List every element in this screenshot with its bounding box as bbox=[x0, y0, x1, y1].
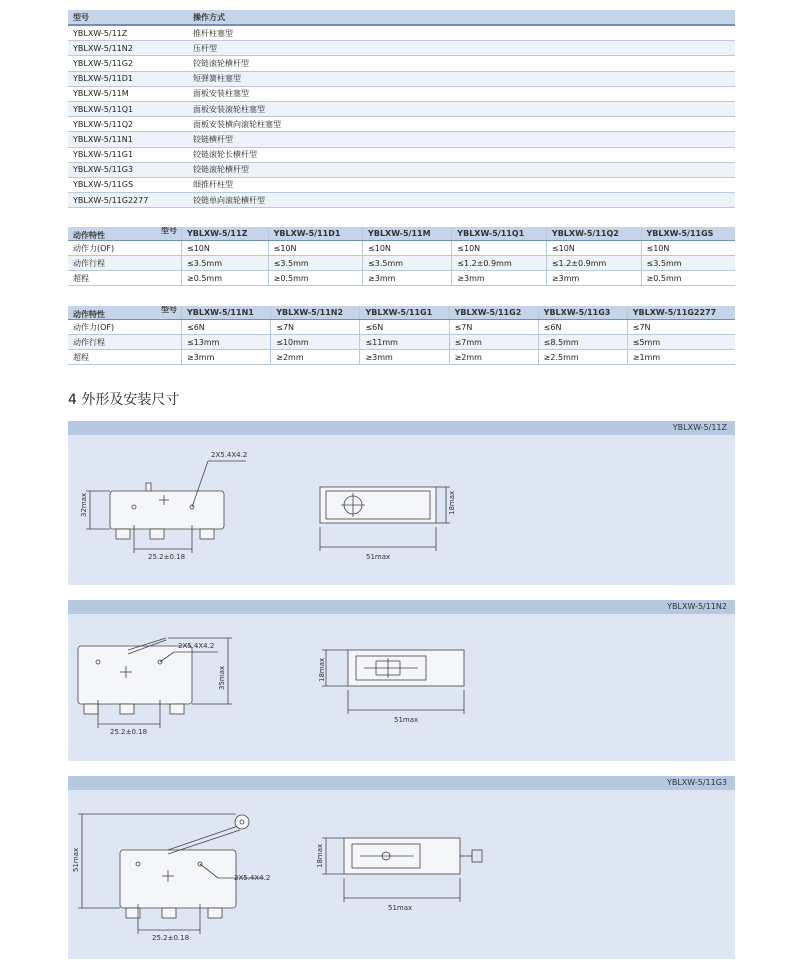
corner-bottom-label: 动作特性 bbox=[73, 310, 105, 319]
table-cell: YBLXW-5/11M bbox=[68, 86, 188, 101]
length-dimension: 51max bbox=[366, 553, 391, 561]
table-cell: 短弹簧柱塞型 bbox=[188, 71, 735, 86]
row-label: 动作力(OF) bbox=[68, 241, 182, 256]
drawing-model-label: YBLXW-5/11Z bbox=[68, 421, 735, 435]
hole-dimension: 2X5.4X4.2 bbox=[178, 642, 215, 650]
table-cell: YBLXW-5/11Q1 bbox=[68, 101, 188, 116]
hole-dimension: 2X5.4X4.2 bbox=[234, 874, 271, 882]
dimension-drawing-11n2 bbox=[68, 614, 735, 761]
table-cell: YBLXW-5/11G2277 bbox=[68, 193, 188, 208]
table-cell: ≤5mm bbox=[627, 335, 735, 350]
table-header bbox=[68, 10, 735, 25]
corner-cell bbox=[68, 227, 182, 241]
table-cell: ≤6N bbox=[538, 320, 627, 335]
table-cell: ≤3.5mm bbox=[363, 256, 452, 271]
table-cell: ≤6N bbox=[182, 320, 271, 335]
height-dimension: 32max bbox=[80, 492, 88, 517]
table-header bbox=[68, 227, 735, 241]
table-cell: ≥0.5mm bbox=[268, 271, 362, 286]
table-cell: ≤10N bbox=[268, 241, 362, 256]
width-dimension: 18max bbox=[318, 657, 326, 682]
corner-top-label: 型号 bbox=[161, 227, 177, 235]
drawing-panel-11n2 bbox=[68, 600, 735, 761]
height-dimension: 35max bbox=[218, 665, 226, 690]
corner-cell bbox=[68, 306, 182, 320]
table-row bbox=[68, 117, 735, 132]
model-header: YBLXW-5/11N1 bbox=[182, 306, 271, 320]
table-row bbox=[68, 25, 735, 41]
table-cell: ≤10N bbox=[641, 241, 735, 256]
table-cell: ≤1.2±0.9mm bbox=[452, 256, 547, 271]
table-cell: ≤1.2±0.9mm bbox=[546, 256, 641, 271]
table-row bbox=[68, 241, 735, 256]
table-cell: 压杆型 bbox=[188, 41, 735, 56]
table-cell: ≤3.5mm bbox=[182, 256, 269, 271]
table-cell: 推杆柱塞型 bbox=[188, 25, 735, 41]
table-row bbox=[68, 256, 735, 271]
table-cell: 细推杆柱型 bbox=[188, 177, 735, 192]
model-header: YBLXW-5/11GS bbox=[641, 227, 735, 241]
table-row bbox=[68, 71, 735, 86]
table-cell: 面板安装柱塞型 bbox=[188, 86, 735, 101]
table-cell: ≤7mm bbox=[449, 335, 538, 350]
table-cell: ≥2.5mm bbox=[538, 350, 627, 365]
models-table bbox=[68, 10, 735, 208]
table-cell: ≥3mm bbox=[182, 350, 271, 365]
drawing-panel-11g3 bbox=[68, 776, 735, 959]
table-row bbox=[68, 41, 735, 56]
table-row bbox=[68, 335, 735, 350]
table-row bbox=[68, 147, 735, 162]
table-row bbox=[68, 101, 735, 116]
column-header: 操作方式 bbox=[188, 10, 735, 25]
length-dimension: 51max bbox=[388, 904, 413, 912]
table-cell: YBLXW-5/11G2 bbox=[68, 56, 188, 71]
table-cell: ≥3mm bbox=[546, 271, 641, 286]
table-cell: YBLXW-5/11Q2 bbox=[68, 117, 188, 132]
corner-top-label: 型号 bbox=[161, 306, 177, 314]
table-cell: ≤10N bbox=[546, 241, 641, 256]
table-cell: 铰链滚轮横杆型 bbox=[188, 162, 735, 177]
column-header: 型号 bbox=[68, 10, 188, 25]
table-cell: ≥2mm bbox=[449, 350, 538, 365]
table-cell: YBLXW-5/11Z bbox=[68, 25, 188, 41]
table-cell: ≤13mm bbox=[182, 335, 271, 350]
model-header: YBLXW-5/11G3 bbox=[538, 306, 627, 320]
row-label: 超程 bbox=[68, 271, 182, 286]
table-cell: YBLXW-5/11N2 bbox=[68, 41, 188, 56]
model-header: YBLXW-5/11M bbox=[363, 227, 452, 241]
section-title: 4 外形及安装尺寸 bbox=[68, 392, 180, 408]
row-label: 超程 bbox=[68, 350, 182, 365]
table-cell: 面板安装滚轮柱塞型 bbox=[188, 101, 735, 116]
table-cell: YBLXW-5/11G3 bbox=[68, 162, 188, 177]
model-header: YBLXW-5/11G1 bbox=[360, 306, 449, 320]
model-header: YBLXW-5/11Q1 bbox=[452, 227, 547, 241]
corner-bottom-label: 动作特性 bbox=[73, 231, 105, 240]
drawing-panel-11z bbox=[68, 421, 735, 585]
table-cell: ≥0.5mm bbox=[182, 271, 269, 286]
table-cell: ≤10N bbox=[452, 241, 547, 256]
table-row bbox=[68, 350, 735, 365]
table-row bbox=[68, 177, 735, 192]
table-cell: ≥1mm bbox=[627, 350, 735, 365]
pitch-dimension: 25.2±0.18 bbox=[110, 728, 148, 736]
pitch-dimension: 25.2±0.18 bbox=[148, 553, 186, 561]
drawing-model-label: YBLXW-5/11N2 bbox=[68, 600, 735, 614]
table-cell: ≤11mm bbox=[360, 335, 449, 350]
table-cell: YBLXW-5/11G1 bbox=[68, 147, 188, 162]
hole-dimension: 2X5.4X4.2 bbox=[211, 451, 248, 459]
table-cell: ≥0.5mm bbox=[641, 271, 735, 286]
row-label: 动作行程 bbox=[68, 256, 182, 271]
table-row bbox=[68, 86, 735, 101]
table-cell: YBLXW-5/11D1 bbox=[68, 71, 188, 86]
height-dimension: 51max bbox=[72, 847, 80, 872]
table-cell: ≥3mm bbox=[363, 271, 452, 286]
table-row bbox=[68, 193, 735, 208]
model-header: YBLXW-5/11Q2 bbox=[546, 227, 641, 241]
table-row bbox=[68, 132, 735, 147]
row-label: 动作行程 bbox=[68, 335, 182, 350]
table-cell: ≥2mm bbox=[271, 350, 360, 365]
table-cell: YBLXW-5/11N1 bbox=[68, 132, 188, 147]
dimension-drawing-11g3 bbox=[68, 790, 735, 959]
table-cell: ≤3.5mm bbox=[641, 256, 735, 271]
table-cell: ≤8.5mm bbox=[538, 335, 627, 350]
model-header: YBLXW-5/11Z bbox=[182, 227, 269, 241]
table-cell: ≤7N bbox=[271, 320, 360, 335]
table-cell: ≥3mm bbox=[452, 271, 547, 286]
table-cell: ≤10N bbox=[363, 241, 452, 256]
model-header: YBLXW-5/11D1 bbox=[268, 227, 362, 241]
table-cell: 铰链滚轮长横杆型 bbox=[188, 147, 735, 162]
model-header: YBLXW-5/11G2 bbox=[449, 306, 538, 320]
table-header bbox=[68, 306, 735, 320]
table-cell: ≤7N bbox=[627, 320, 735, 335]
table-row bbox=[68, 271, 735, 286]
spec-table-2 bbox=[68, 306, 735, 365]
model-header: YBLXW-5/11N2 bbox=[271, 306, 360, 320]
row-label: 动作力(OF) bbox=[68, 320, 182, 335]
table-cell: 铰链横杆型 bbox=[188, 132, 735, 147]
length-dimension: 51max bbox=[394, 716, 419, 724]
drawing-model-label: YBLXW-5/11G3 bbox=[68, 776, 735, 790]
dimension-drawing-11z bbox=[68, 435, 735, 585]
table-row bbox=[68, 162, 735, 177]
width-dimension: 18max bbox=[448, 490, 456, 515]
table-cell: 面板安装横向滚轮柱塞型 bbox=[188, 117, 735, 132]
table-row bbox=[68, 56, 735, 71]
table-cell: ≤10N bbox=[182, 241, 269, 256]
table-cell: ≥3mm bbox=[360, 350, 449, 365]
table-cell: ≤3.5mm bbox=[268, 256, 362, 271]
table-cell: 铰链滚轮横杆型 bbox=[188, 56, 735, 71]
spec-table-1 bbox=[68, 227, 735, 286]
pitch-dimension: 25.2±0.18 bbox=[152, 934, 190, 942]
table-cell: ≤6N bbox=[360, 320, 449, 335]
table-cell: 铰链单向滚轮横杆型 bbox=[188, 193, 735, 208]
table-cell: YBLXW-5/11GS bbox=[68, 177, 188, 192]
width-dimension: 18max bbox=[316, 843, 324, 868]
model-header: YBLXW-5/11G2277 bbox=[627, 306, 735, 320]
table-row bbox=[68, 320, 735, 335]
table-cell: ≤10mm bbox=[271, 335, 360, 350]
table-cell: ≤7N bbox=[449, 320, 538, 335]
